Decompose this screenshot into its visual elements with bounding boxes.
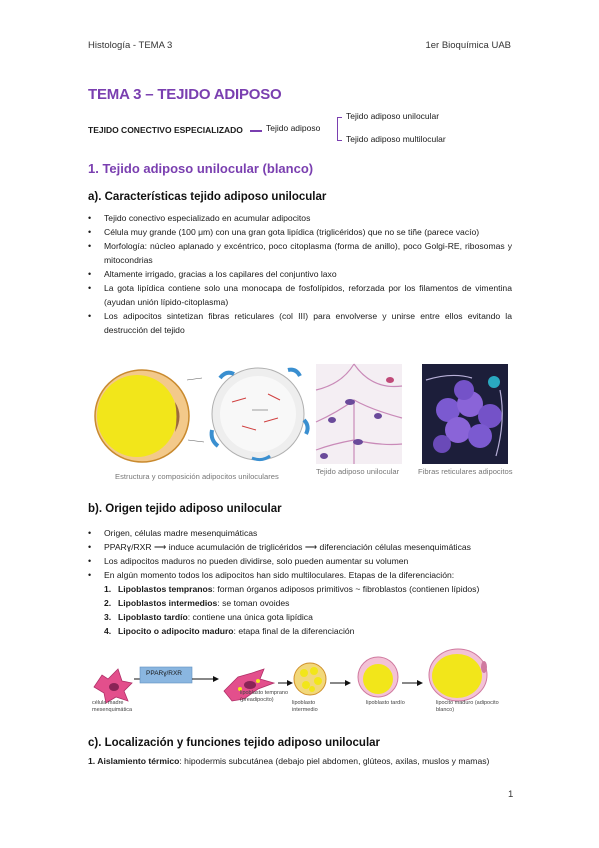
concept-branch-multilocular: Tejido adiposo multilocular <box>346 134 446 144</box>
diagram-label-intermediate: lipoblasto intermedio <box>292 700 318 713</box>
list-item: • Altamente irrigado, gracias a los capilares del conjuntivo laxo <box>88 267 512 281</box>
adipocyte-composition-image <box>212 368 308 460</box>
list-item: 3. Lipoblasto tardío: contiene una única gota lipídica <box>104 612 313 622</box>
diagram-label-mesenchymal: célula madre mesenquimática <box>92 700 133 713</box>
concept-branch-unilocular: Tejido adiposo unilocular <box>346 111 440 121</box>
page-number: 1 <box>508 789 514 800</box>
ppar-box-label: PPARɣ/RXR <box>146 670 183 677</box>
list-item: • En algún momento todos los adipocitos han sido multiloculares. Etapas de la diferenciación: <box>88 568 518 582</box>
section-c-heading: c). Localización y funciones tejido adiposo unilocular <box>88 737 381 749</box>
origin-list <box>88 526 518 582</box>
caption-fibers: Fibras reticulares adipocitos <box>418 467 513 476</box>
diagram-label-late: lipoblasto tardío <box>366 700 405 706</box>
section-1-heading: 1. Tejido adiposo unilocular (blanco) <box>88 161 314 176</box>
caption-structure: Estructura y composición adipocitos uniloculares <box>115 472 279 481</box>
unilocular-tissue-histology-image <box>316 364 402 464</box>
function-item: 1. Aislamiento térmico: hipodermis subcutánea (debajo piel abdomen, glúteos, axilas, muslos y mamas) <box>88 756 490 766</box>
diagram-label-early: lipoblasto temprano (preadipocito) <box>240 690 289 703</box>
adipocyte-structure-image <box>95 370 204 462</box>
header-left: Histología - TEMA 3 <box>88 40 173 51</box>
list-item: 1. Lipoblastos tempranos: forman órganos adiposos primitivos ~ fibroblastos (contienen lípidos) <box>104 584 480 594</box>
concept-bracket <box>337 117 342 141</box>
list-item: • Célula muy grande (100 μm) con una gran gota lipídica (triglicéridos) que no se tiñe (parece vacío) <box>88 225 512 239</box>
page-title: TEMA 3 – TEJIDO ADIPOSO <box>88 86 282 103</box>
concept-main: TEJIDO CONECTIVO ESPECIALIZADO <box>88 125 243 135</box>
list-item: 2. Lipoblastos intermedios: se toman ovoides <box>104 598 290 608</box>
adipocyte-figures <box>92 360 514 468</box>
reticular-fibers-image <box>422 364 508 464</box>
header-right: 1er Bioquímica UAB <box>425 40 511 51</box>
diagram-label-mature: lipocito maduro (adipocito blanco) <box>436 700 499 713</box>
concept-connector <box>250 130 262 132</box>
concept-sub: Tejido adiposo <box>266 123 321 133</box>
stages-list <box>104 582 514 638</box>
caption-tissue: Tejido adiposo unilocular <box>316 467 400 476</box>
section-b-heading: b). Origen tejido adiposo unilocular <box>88 503 282 515</box>
list-item: • Morfología: núcleo aplanado y excéntrico, poco citoplasma (forma de anillo), poco Golgi-RE, ribosomas y mitocondrias <box>88 239 512 267</box>
list-item: 4. Lipocito o adipocito maduro: etapa final de la diferenciación <box>104 626 355 636</box>
list-item: • Origen, células madre mesenquimáticas <box>88 526 518 540</box>
list-item: • La gota lipídica contiene solo una monocapa de fosfolípidos, reforzada por los filamentos de vimentina (ayudan unión lípido-citoplasma) <box>88 281 512 309</box>
list-item: • PPARɣ/RXR ⟶ induce acumulación de triglicéridos ⟶ diferenciación células mesenquimáticas <box>88 540 518 554</box>
list-item: • Tejido conectivo especializado en acumular adipocitos <box>88 211 512 225</box>
section-a-heading: a). Características tejido adiposo unilocular <box>88 191 327 203</box>
list-item: • Los adipocitos sintetizan fibras reticulares (col III) para envolverse y unirse entre ellos evitando la destrucción del tejido <box>88 309 512 337</box>
characteristics-list <box>88 211 512 337</box>
list-item: • Los adipocitos maduros no pueden dividirse, solo pueden aumentar su volumen <box>88 554 518 568</box>
